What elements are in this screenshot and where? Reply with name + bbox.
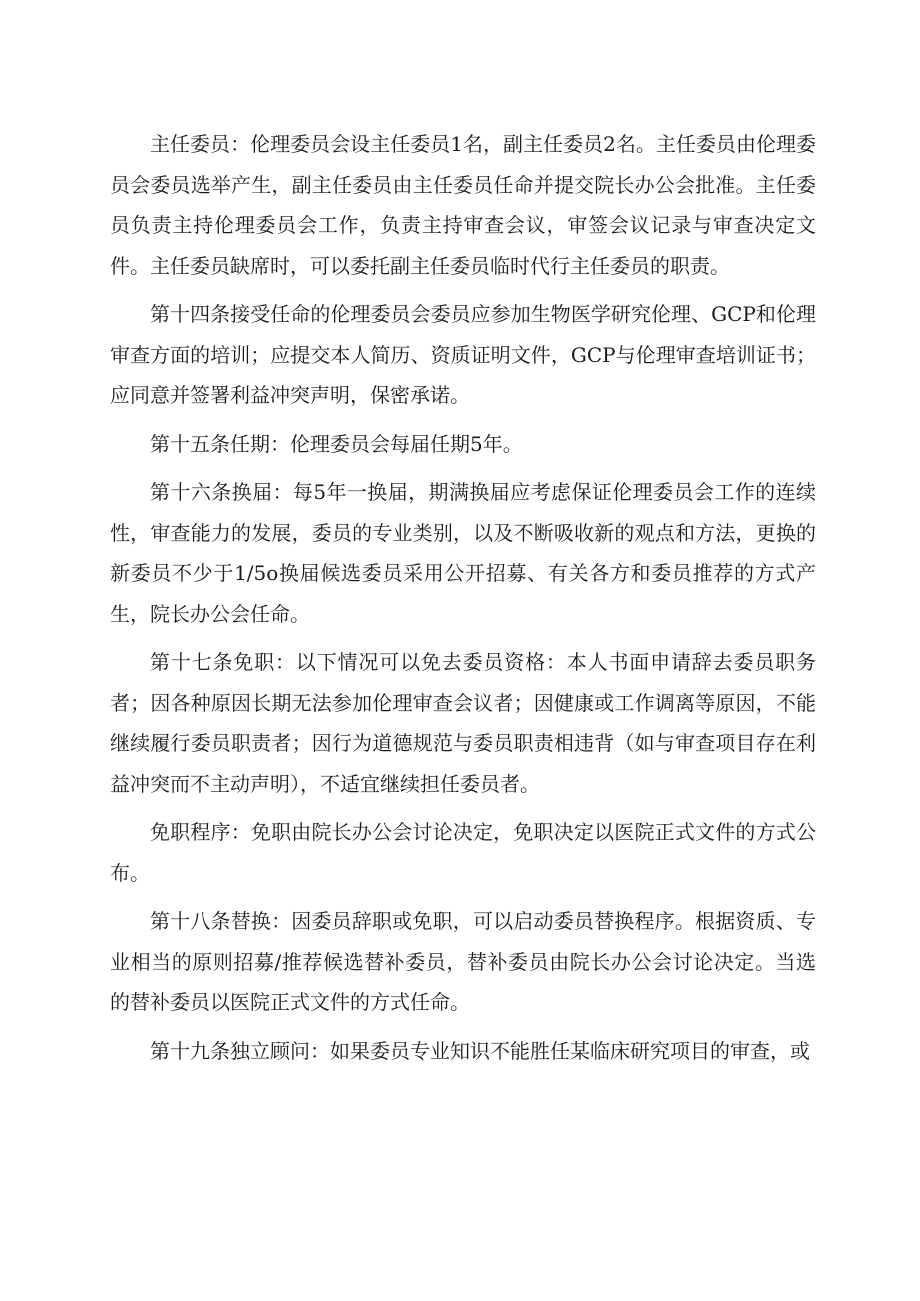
paragraph-article-14: 第十四条接受任命的伦理委员会委员应参加生物医学研究伦理、GCP和伦理审查方面的培训；应提交本人简历、资质证明文件，GCP与伦理审查培训证书；应同意并签署利益冲突声明，保密承诺。 [110,302,816,407]
paragraph-article-18: 第十八条替换：因委员辞职或免职，可以启动委员替换程序。根据资质、专业相当的原则招募/推荐候选替补委员，替补委员由院长办公会讨论决定。当选的替补委员以医院正式文件的方式任命。 [110,909,816,1014]
paragraph-dismissal-procedure: 免职程序：免职由院长办公会讨论决定，免职决定以医院正式文件的方式公布。 [110,820,816,885]
document-body [110,124,816,1079]
paragraph-article-16: 第十六条换届：每5年一换届，期满换届应考虑保证伦理委员会工作的连续性，审查能力的发展，委员的专业类别，以及不断吸收新的观点和方法，更换的新委员不少于1/5o换届候选委员采用公开招募、有关各方和委员推荐的方式产生，院长办公会任命。 [110,480,816,626]
paragraph-chair-members: 主任委员：伦理委员会设主任委员1名，副主任委员2名。主任委员由伦理委员会委员选举产生，副主任委员由主任委员任命并提交院长办公会批准。主任委员负责主持伦理委员会工作，负责主持审查会议，审签会议记录与审查决定文件。主任委员缺席时，可以委托副主任委员临时代行主任委员的职责。 [110,132,816,278]
paragraph-article-17: 第十七条免职：以下情况可以免去委员资格：本人书面申请辞去委员职务者；因各种原因长期无法参加伦理审查会议者；因健康或工作调离等原因，不能继续履行委员职责者；因行为道德规范与委员职责相违背（如与审查项目存在利益冲突而不主动声明），不适宜继续担任委员者。 [110,650,816,796]
paragraph-article-15: 第十五条任期：伦理委员会每届任期5年。 [150,431,523,456]
paragraph-article-19: 第十九条独立顾问：如果委员专业知识不能胜任某临床研究项目的审查，或 [150,1038,810,1063]
